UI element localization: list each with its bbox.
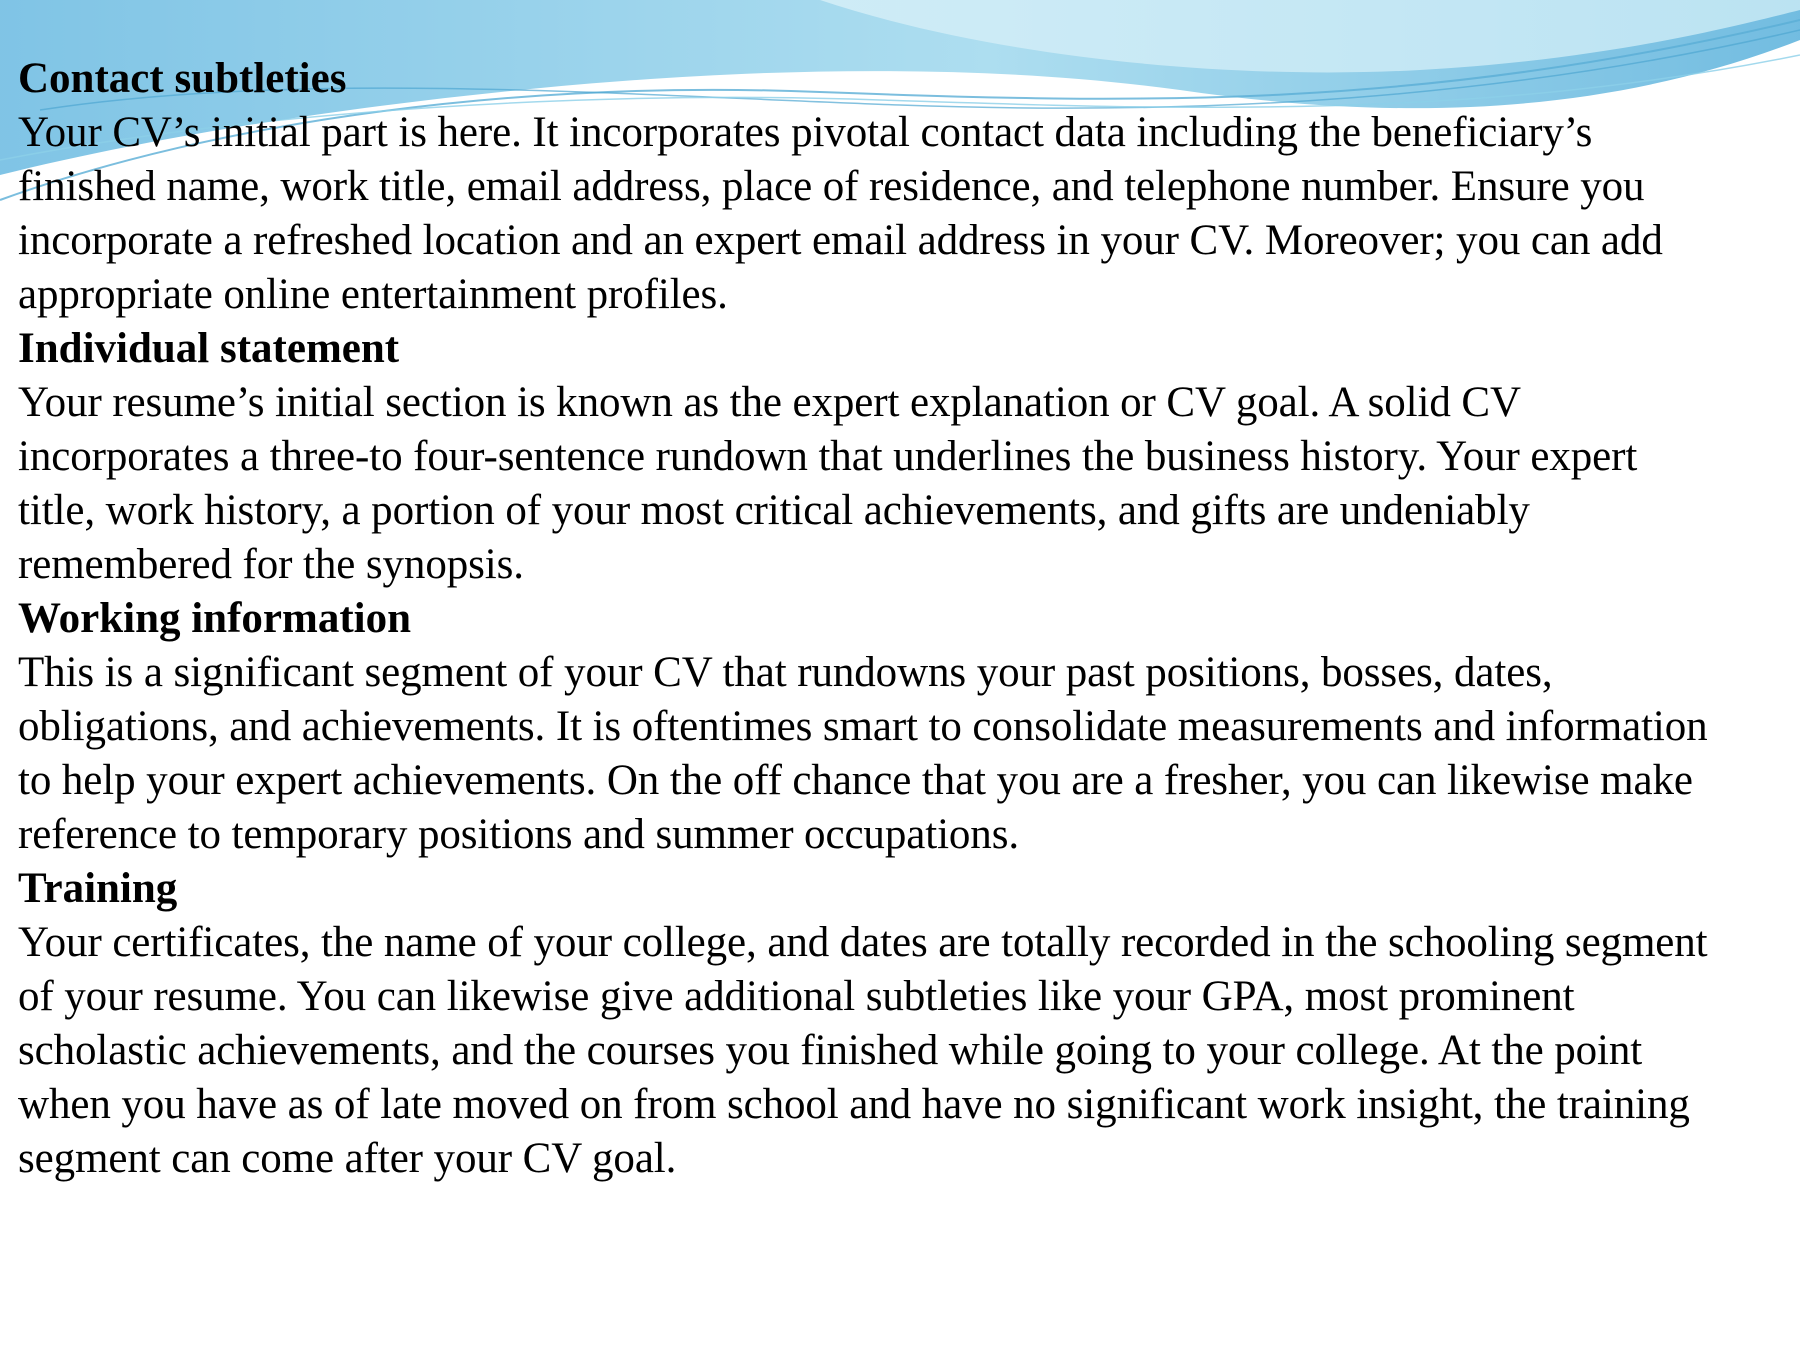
slide-content — [18, 52, 1718, 1186]
section-contact-subtleties — [18, 52, 1718, 322]
section-body: This is a significant segment of your CV that rundowns your past positions, bosses, dates, obligations, and achievements. It is oftentimes smart to consolidate measurements and information to help your expert achievements. On the off chance that you are a fresher, you can likewise make reference to temporary positions and summer occupations. — [18, 649, 1708, 858]
section-heading: Working information — [18, 595, 412, 642]
section-working-information — [18, 592, 1718, 862]
section-training — [18, 862, 1718, 1186]
section-individual-statement — [18, 322, 1718, 592]
section-body: Your resume’s initial section is known as the expert explanation or CV goal. A solid CV incorporates a three-to four-sentence rundown that underlines the business history. Your expert title, work history, a portion of your most critical achievements, and gifts are undeniably remembered for the synopsis. — [18, 379, 1638, 588]
section-heading: Individual statement — [18, 325, 400, 372]
section-body: Your certificates, the name of your college, and dates are totally recorded in the schooling segment of your resume. You can likewise give additional subtleties like your GPA, most prominent scholastic achievements, and the courses you finished while going to your college. At the point when you have as of late moved on from school and have no significant work insight, the training segment can come after your CV goal. — [18, 919, 1708, 1182]
section-body: Your CV’s initial part is here. It incorporates pivotal contact data including the beneficiary’s finished name, work title, email address, place of residence, and telephone number. Ensure you incorporate a refreshed location and an expert email address in your CV. Moreover; you can add appropriate online entertainment profiles. — [18, 109, 1663, 318]
section-heading: Training — [18, 865, 178, 912]
section-heading: Contact subtleties — [18, 55, 347, 102]
